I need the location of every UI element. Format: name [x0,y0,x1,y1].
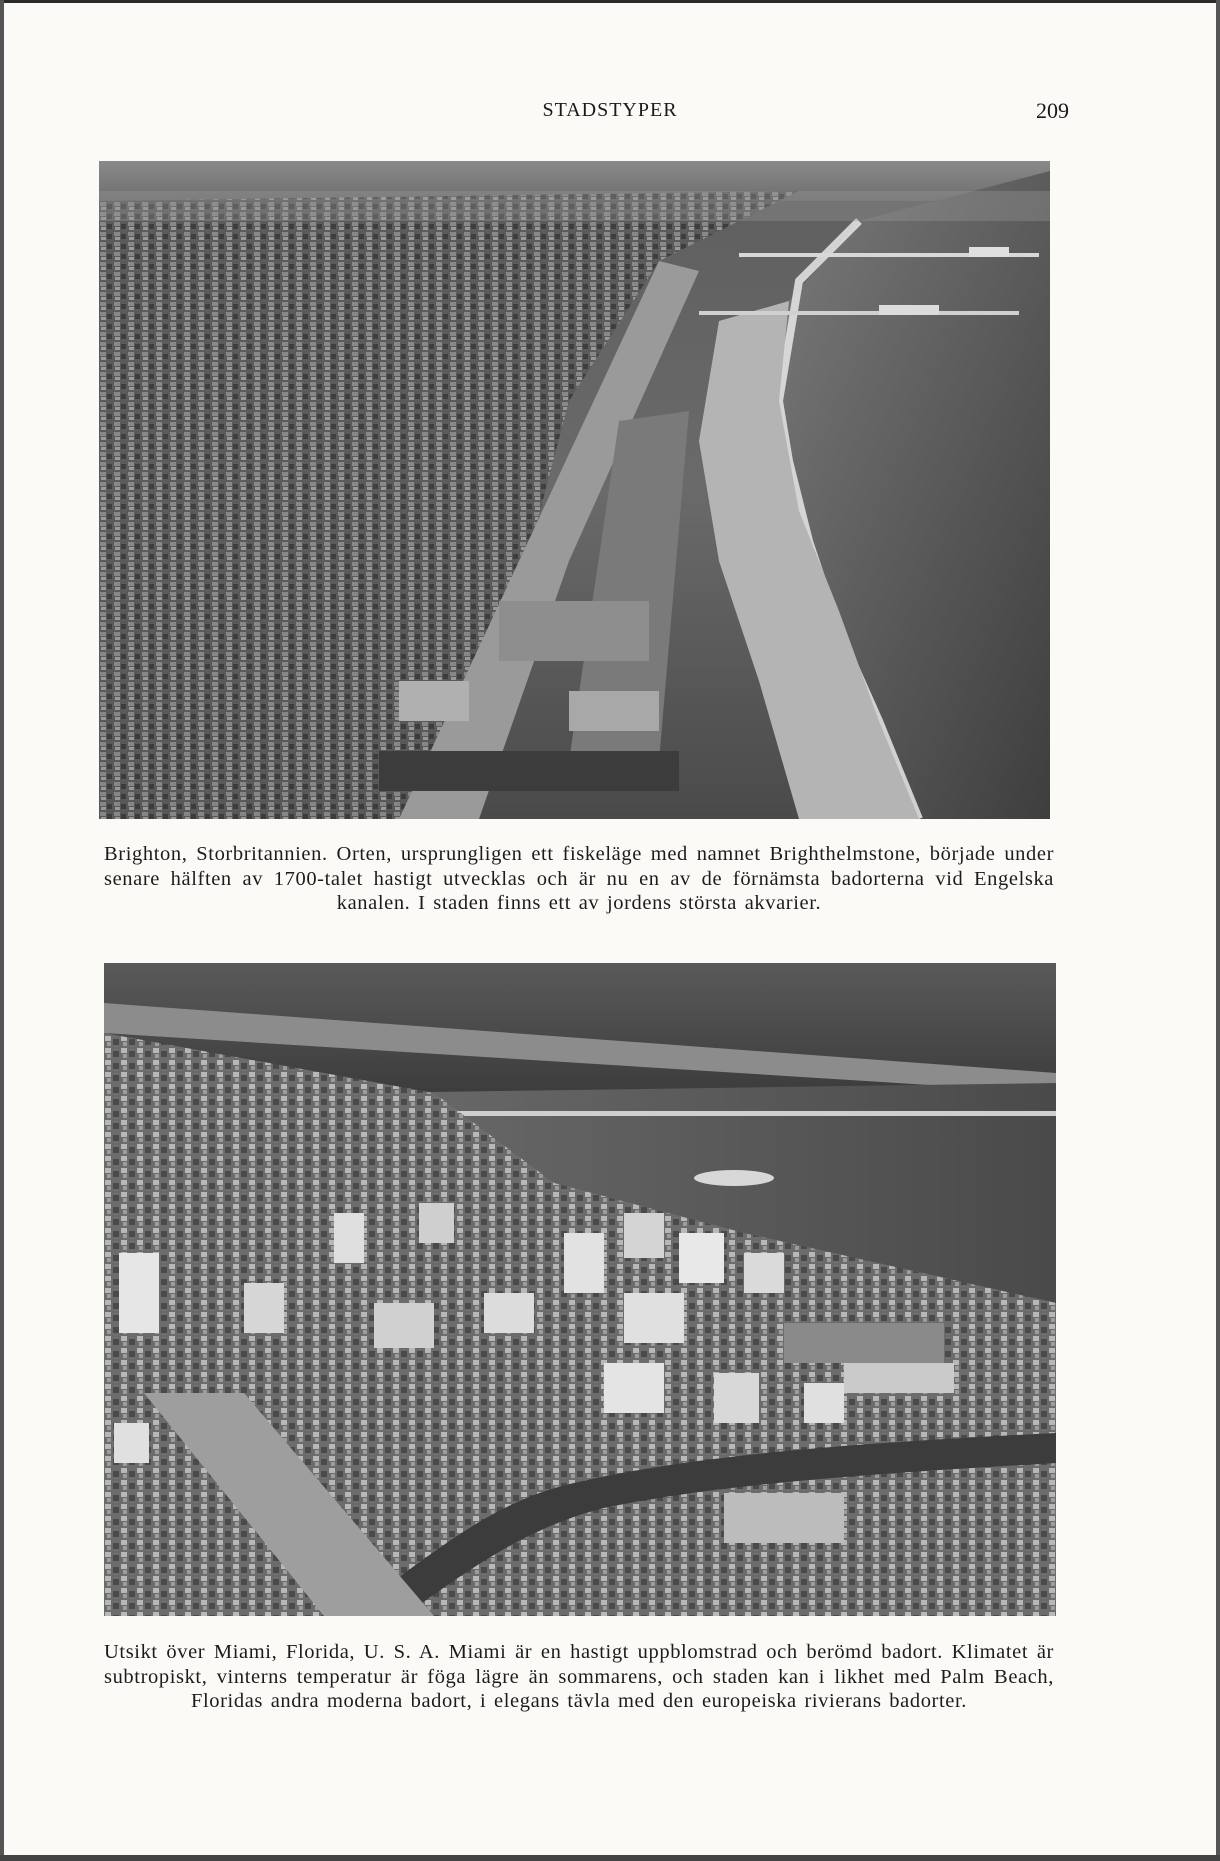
miami-aerial-photo [104,963,1056,1616]
miami-caption: Utsikt över Miami, Florida, U. S. A. Miami är en hastigt uppblomstrad och berömd badort. Klimatet är subtropiskt, vinterns temperatur är föga lägre än sommarens, och staden kan i likhet med Palm Beach, Floridas andra moderna badort, i elegans tävla med den europeiska rivierans badorter. [104,1641,1054,1712]
brighton-aerial-photo [99,161,1050,819]
scan-edge-bottom [0,1855,1220,1861]
scan-edge-right [1216,0,1220,1861]
brighton-caption: Brighton, Storbritannien. Orten, ursprungligen ett fiskeläge med namnet Brighthelmstone, började under senare hälften av 1700-talet hastigt utvecklas och är nu en av de förnämsta badorterna vid Engelska kanalen. I staden finns ett av jordens största akvarier. [104,843,1054,914]
book-page [4,3,1216,1855]
running-head: STADSTYPER [542,99,678,121]
page-number: 209 [1036,98,1069,123]
